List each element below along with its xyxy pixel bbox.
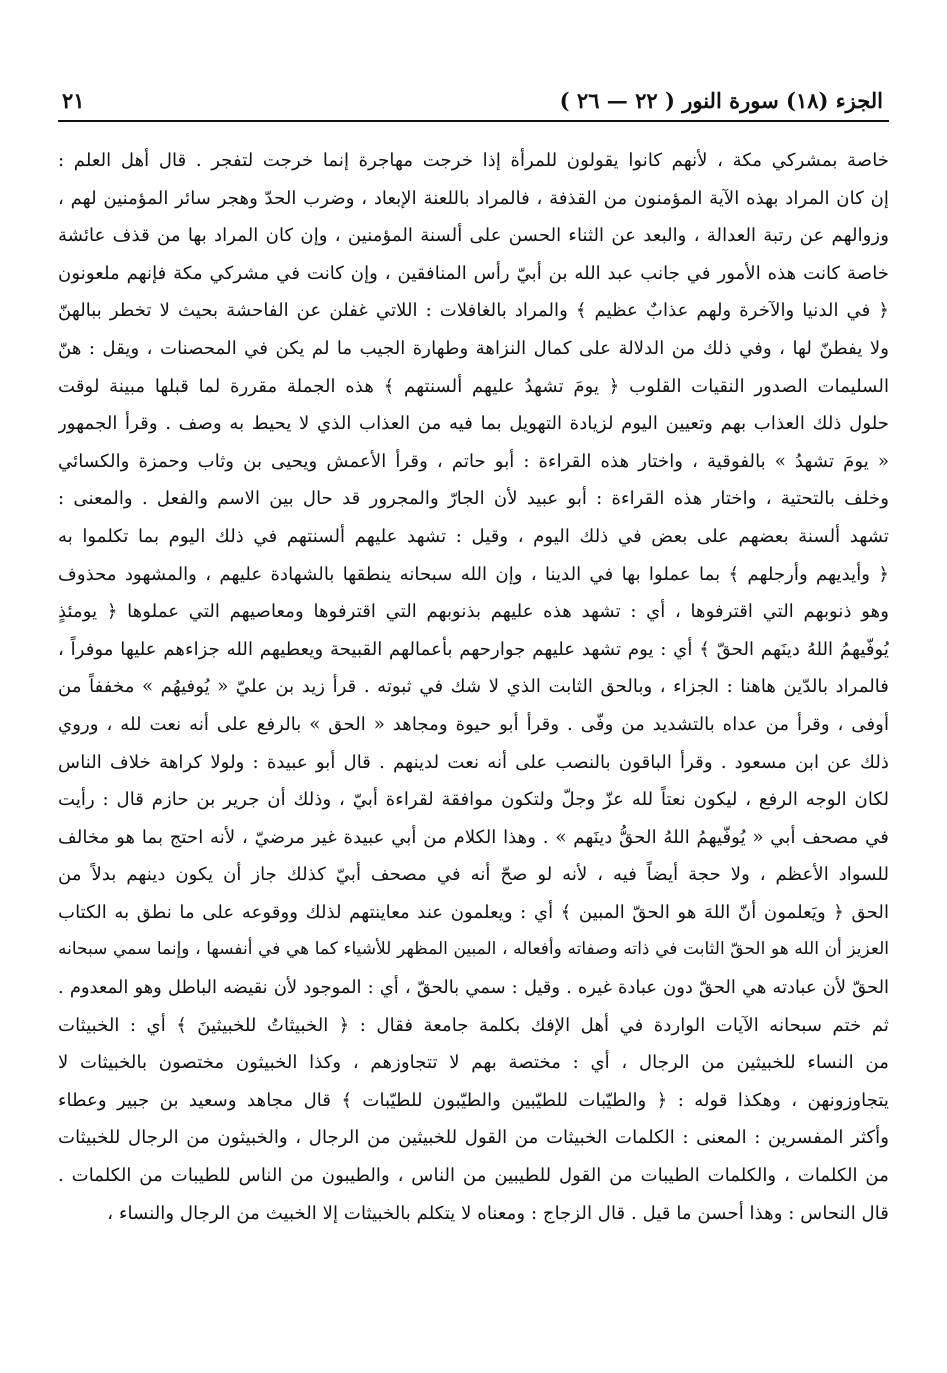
text-line: يتجاوزونهن ، وهكذا قوله : ﴿ والطيّبات للطيّبين والطيّبون للطيّبات ﴾ قال مجاهد وسعيد بن جبير وعطاء [58,1089,889,1111]
text-line: ذلك عن ابن مسعود . وقرأ الباقون بالنصب على أنه نعت لدينهم . قال أبو عبيدة : ولولا كراهة خلاف الناس [58,751,889,773]
text-line: فالمراد بالدّين هاهنا : الجزاء ، وبالحق الثابت الذي لا شك في ثبوته . قرأ زيد بن عليّ « يُوفيهُم » مخففاً من [58,676,889,698]
text-line: تشهد ألسنة بعضهم على بعض في ذلك اليوم ، وقيل : تشهد عليهم ألسنتهم في ذلك اليوم بما تكلموا به [58,525,889,547]
text-line: وهو ذنوبهم التي اقترفوها ، أي : تشهد هذه عليهم بذنوبهم التي اقترفوها ومعاصيهم التي عملوها ﴿ يومئذٍ [58,601,889,623]
text-line: للسواد الأعظم ، ولا حجة أيضاً فيه ، لأنه لو صحّ أنه في مصحف أبيّ كذلك جاز أن يكون دينهم بدلاً من [58,864,889,886]
text-line: ﴿ وأيديهم وأرجلهم ﴾ بما عملوا بها في الدينا ، وإن الله سبحانه ينطقها بالشهادة عليهم ، والمشهود محذوف [58,563,889,585]
text-line: ثم ختم سبحانه الآيات الواردة في أهل الإفك بكلمة جامعة فقال : ﴿ الخبيثاتُ للخبيثينَ ﴾ أي : الخبيثات [58,1014,889,1036]
text-line: من الكلمات ، والكلمات الطيبات من القول للطيبين من الناس ، والطيبون من الناس للطيبات من الكلمات . [58,1165,889,1187]
text-line: وأكثر المفسرين : المعنى : الكلمات الخبيثات من القول للخبيثين من الرجال ، والخبيثون من الرجال للخبيثات [58,1127,889,1149]
text-line: وخلف بالتحتية ، واختار هذه القراءة : أبو عبيد لأن الجارّ والمجرور قد حال بين الاسم والفعل . والمعنى : [58,488,889,510]
text-line: الحقّ لأن عبادته هي الحقّ دون عبادة غيره . وقيل : سمي بالحقّ ، أي : الموجود لأن نقيضه الباطل وهو المعدوم . [58,977,889,999]
text-line: لكان الوجه الرفع ، ليكون نعتاً لله عزّ وجلّ ولتكون موافقة لقراءة أبيّ ، وذلك أن جرير بن حازم قال : رأيت [58,789,889,811]
page-number: ٢١ [62,88,85,113]
text-line: العزيز أن الله هو الحقّ الثابت في ذاته وصفاته وأفعاله ، المبين المظهر للأشياء كما هي في أنفسها ، وإنما سمي سبحانه [58,939,889,960]
text-line: في مصحف أبي « يُوفّيهمُ اللهُ الحقُّ دينَهم » . وهذا الكلام من أبي عبيدة غير مرضيّ ، لأنه احتج بما هو مخالف [58,826,889,848]
text-line: خاصة كانت هذه الأمور في جانب عبد الله بن أبيّ رأس المنافقين ، وإن كانت في مشركي مكة فإنهم ملعونون [58,262,889,284]
body-text [58,142,889,1232]
text-line: أوفى ، وقرأ من عداه بالتشديد من وفّى . وقرأ أبو حيوة ومجاهد « الحق » بالرفع على أنه نعت لله ، وروي [58,713,889,735]
text-line: السليمات الصدور النقيات القلوب ﴿ يومَ تشهدُ عليهم ألسنتهم ﴾ هذه الجملة مقررة لما قبلها مبينة لوقت [58,375,889,397]
text-line: الحق ﴿ ويَعلمون أنّ اللهَ هو الحقّ المبين ﴾ أي : ويعلمون عند معاينتهم لذلك ووقوعه على ما نطق به الكتاب [58,901,889,923]
text-line: ﴿ في الدنيا والآخرة ولهم عذابٌ عظيم ﴾ والمراد بالغافلات : اللاتي غفلن عن الفاحشة بحيث لا تخطر ببالهنّ [58,300,889,322]
text-line: إن كان المراد بهذه الآية المؤمنون من القذفة ، فالمراد باللعنة الإبعاد ، وضرب الحدّ وهجر سائر المؤمنين لهم ، [58,187,889,209]
text-line: ولا يفطنّ لها ، وفي ذلك من الدلالة على كمال النزاهة وطهارة الجيب ما لم يكن في المحصنات ، ويقل : هنّ [58,337,889,359]
text-line: حلول ذلك العذاب بهم وتعيين اليوم لزيادة التهويل بما فيه من العذاب الذي لا يحيط به وصف . وقرأ الجمهور [58,413,889,435]
page-header [58,82,889,122]
text-line: وزوالهم عن رتبة العدالة ، والبعد عن الثناء الحسن على ألسنة المؤمنين ، وإن كان المراد بها من قذف عائشة [58,225,889,247]
running-head: الجزء (١٨) سورة النور ( ٢٢ — ٢٦ ) [559,88,883,113]
text-line: « يومَ تشهدُ » بالفوقية ، واختار هذه القراءة : أبو حاتم ، وقرأ الأعمش ويحيى بن وثاب وحمزة والكسائي [58,450,889,472]
text-line: خاصة بمشركي مكة ، لأنهم كانوا يقولون للمرأة إذا خرجت مهاجرة إنما خرجت لتفجر . قال أهل العلم : [58,150,889,171]
text-line: قال النحاس : وهذا أحسن ما قيل . قال الزجاج : ومعناه لا يتكلم بالخبيثات إلا الخبيث من الرجال والنساء ، [107,1202,889,1224]
text-line: من النساء للخبيثين من الرجال ، أي : مختصة بهم لا تتجاوزهم ، وكذا الخبيثون مختصون بالخبيثات لا [58,1052,889,1074]
text-line: يُوفّيهمُ اللهُ دينَهم الحقّ ﴾ أي : يوم تشهد عليهم جوارحهم بأعمالهم القبيحة ويعطيهم الله جزاءهم عليها موفراً ، [58,638,889,660]
